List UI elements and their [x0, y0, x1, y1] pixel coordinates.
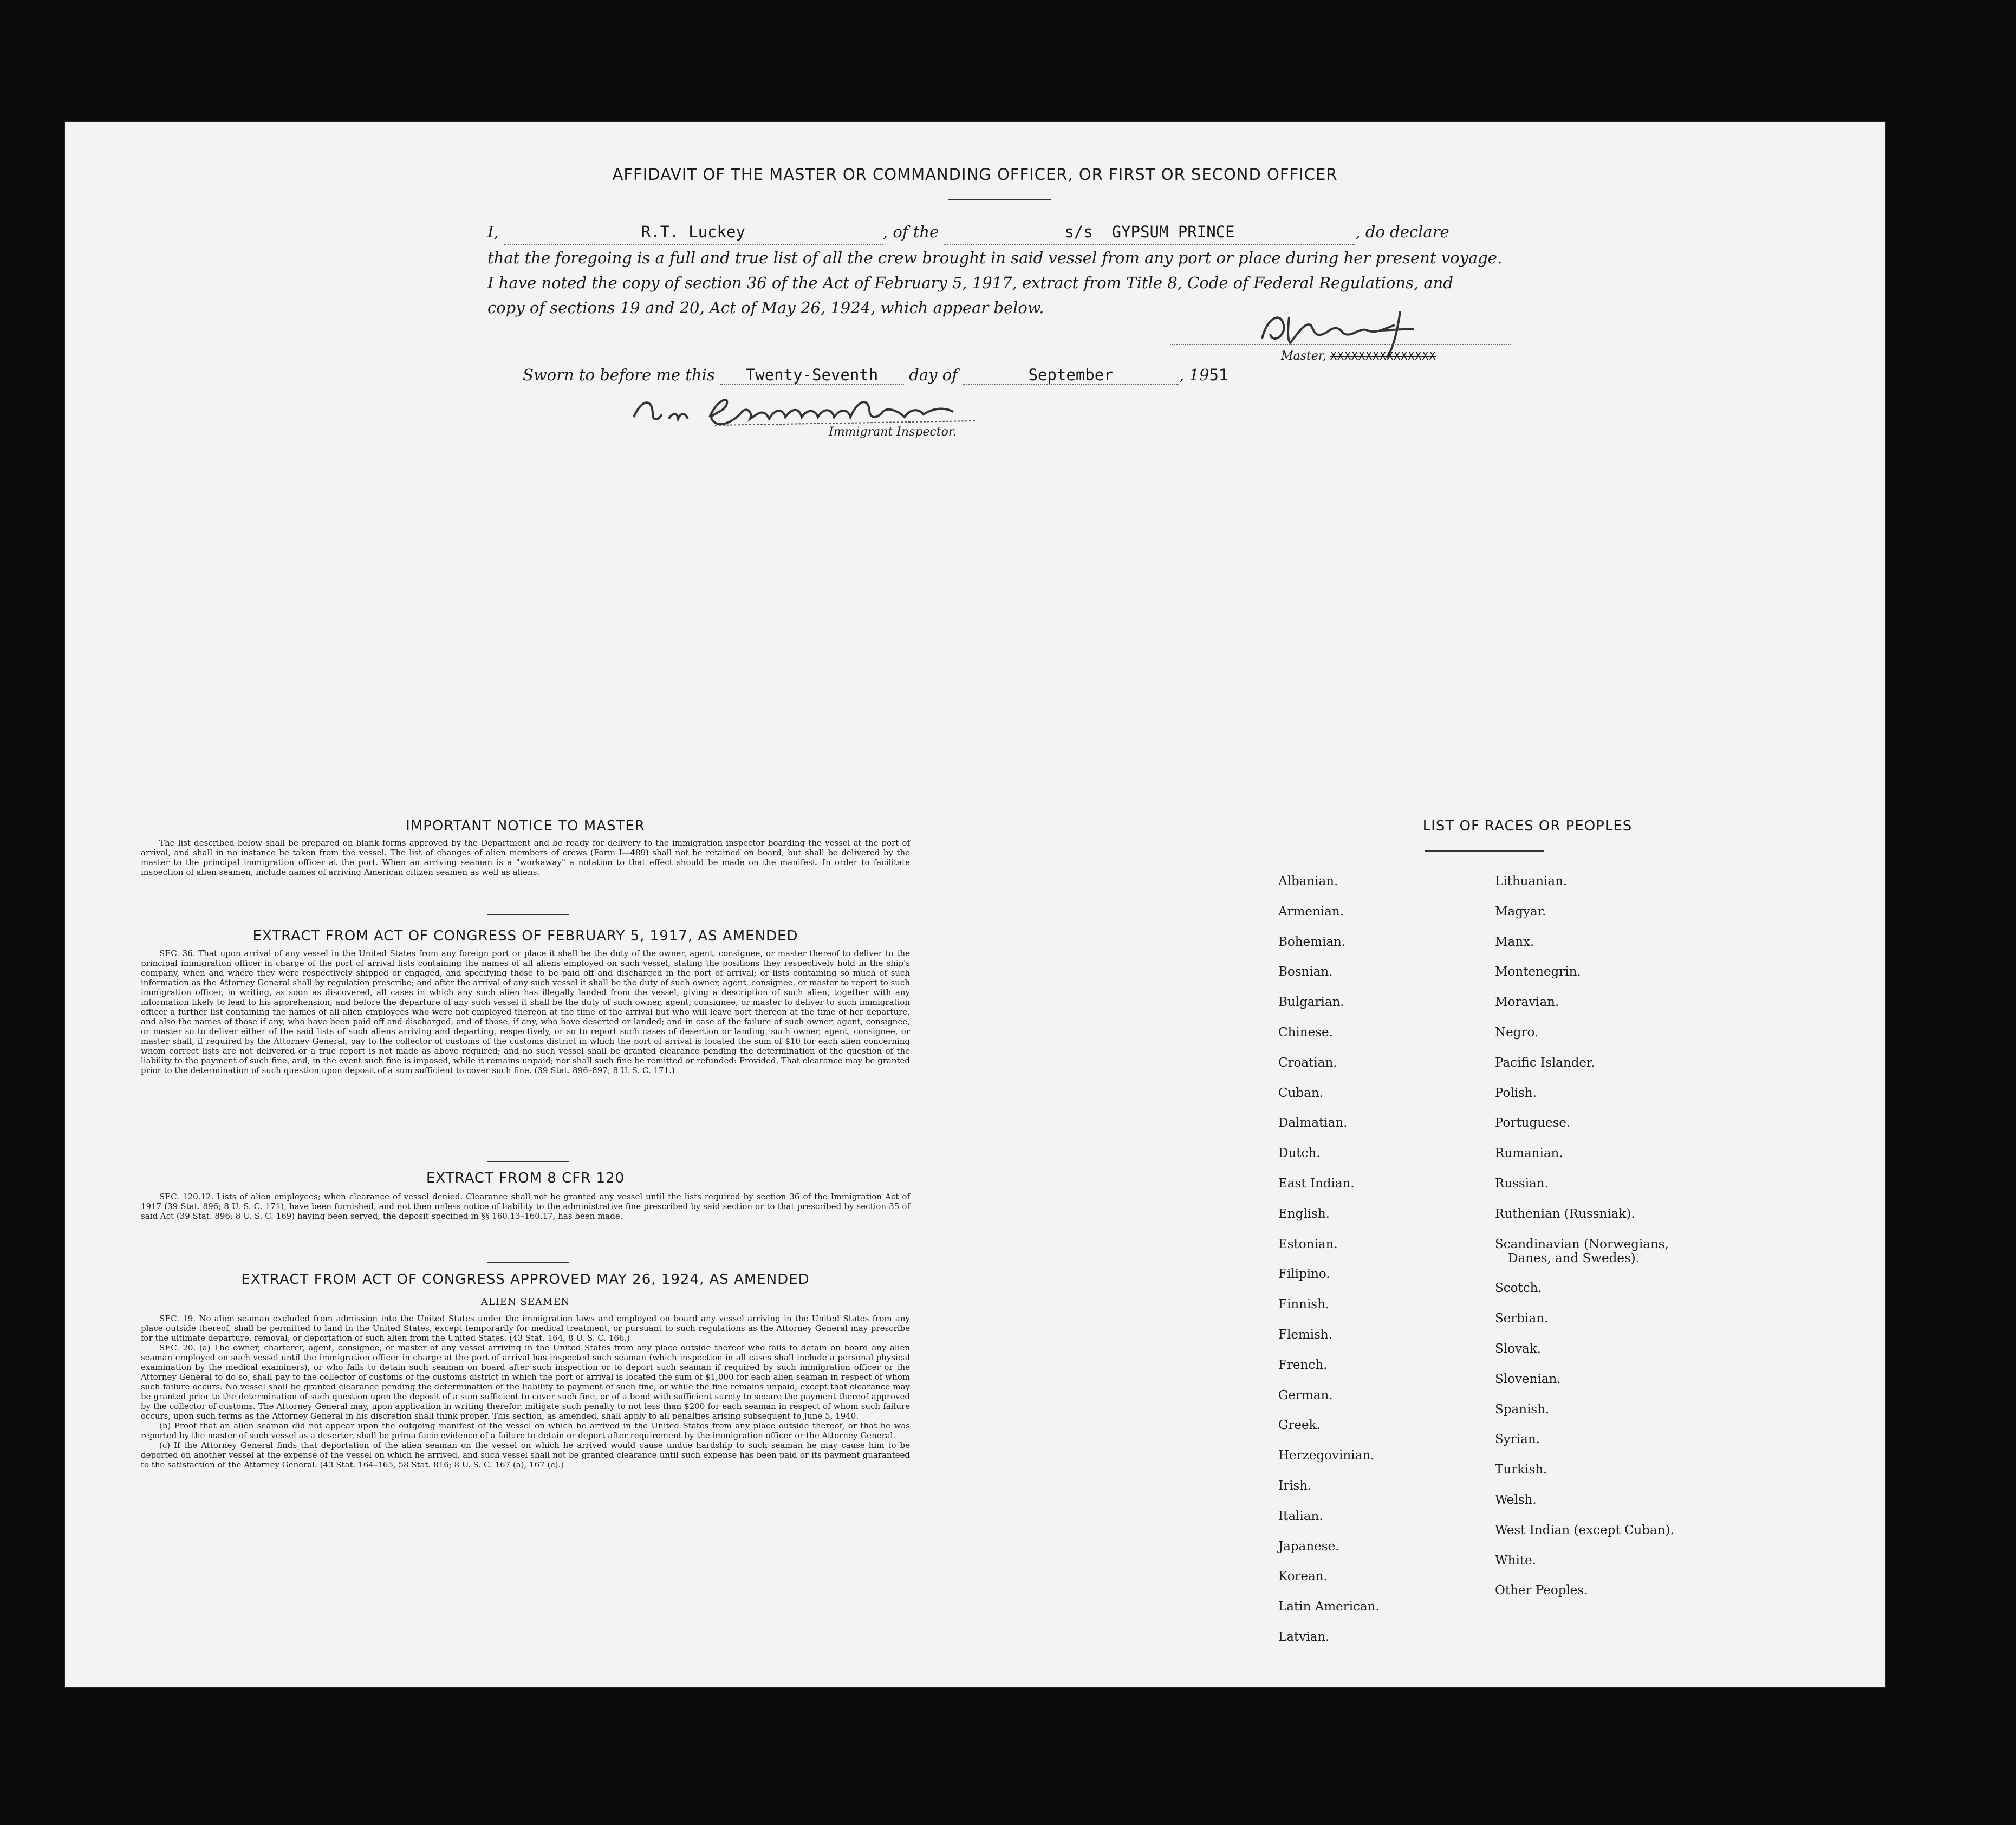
divider [487, 914, 569, 915]
race-entry: Cuban. [1278, 1086, 1323, 1100]
race-entry: Scotch. [1495, 1281, 1542, 1296]
section-20c-text: (c) If the Attorney General finds that deportation of the alien seaman on the vessel on which he arrived would cause undue hardship to such seaman he may cause him to be deported on another vessel at the expense of the vessel on which he arrived, and such vessel shall not be granted clearance until such expense has been paid or its payment guaranteed to the satisfaction of the Attorney General. (43 Stat. 164–165, 58 Stat. 816; 8 U. S. C. 167 (a), 167 (c).) [141, 1440, 910, 1470]
race-entry: Slovak. [1495, 1342, 1541, 1356]
affidavit-title: AFFIDAVIT OF THE MASTER OR COMMANDING OFFICER, OR FIRST OR SECOND OFFICER [612, 165, 1338, 184]
race-entry: Flemish. [1278, 1328, 1333, 1342]
declaration-line-2: that the foregoing is a full and true list of all the crew brought in said vessel from any port or place during her present voyage. [487, 249, 1503, 267]
race-entry: Moravian. [1495, 995, 1559, 1010]
extract-1917-title: EXTRACT FROM ACT OF CONGRESS OF FEBRUARY 5, 1917, AS AMENDED [252, 928, 798, 944]
race-entry: Syrian. [1495, 1432, 1540, 1447]
form-page [65, 122, 1885, 1687]
year-suffix: 51 [1209, 366, 1228, 384]
vessel-field [944, 219, 1355, 245]
race-entry: Lithuanian. [1495, 874, 1568, 888]
declaration-line-1 [487, 219, 1587, 245]
section-36-text: SEC. 36. That upon arrival of any vessel in the United States from any foreign port or place it shall be the duty of the owner, agent, consignee, or master thereof to deliver to the principal immigration officer in charge of the port of arrival lists containing the names of all aliens employed on such vessel, stating the positions they respectively hold in the ship's company, when and where they were respectively shipped or engaged, and specifying those to be paid off and discharged in the port of arrival; or lists containing so much of such information as the Attorney General shall by regulation prescribe; and after the arrival of any such vessel it shall be the duty of such owner, agent, consignee, or master to report to such immigration officer, in writing, as soon as discovered, all cases in which any such alien has illegally landed from the vessel, giving a description of such alien, together with any information likely to lead to his apprehension; and before the departure of any such vessel it shall be the duty of such owner, agent, consignee, or master to deliver to such immigration officer a further list containing the names of all alien employees who were not employed thereon at the time of the arrival but who will leave port thereon at the time of her departure, and also the names of those if any, who have been paid off and discharged, and of those, if any, who have deserted or landed; and in case of the failure of such owner, agent, consignee, or master so to deliver either of the said lists of such aliens arriving and departing, respectively, or so to report such cases of desertion or landing, such owner, agent, consignee, or master shall, if required by the Attorney General, pay to the collector of customs of the customs district in which the port of arrival is located the sum of $10 for each alien concerning whom correct lists are not delivered or a true report is not made as above required; and no such vessel shall be granted clearance pending the determination of the question of the liability to the payment of such fine, and, in the event such fine is imposed, while it remains unpaid; nor shall such fine be remitted or refunded: Provided, That clearance may be granted prior to the determination of such question upon deposit of a sum sufficient to cover such fine. (39 Stat. 896–897; 8 U. S. C. 171.) [141, 949, 910, 1075]
race-entry: Latvian. [1278, 1630, 1330, 1644]
inspector-label: Immigrant Inspector. [829, 425, 957, 439]
sworn-month-field: September [963, 366, 1179, 385]
race-entry: Korean. [1278, 1569, 1328, 1584]
extract-1924-title: EXTRACT FROM ACT OF CONGRESS APPROVED MAY 26, 1924, AS AMENDED [241, 1271, 810, 1288]
notice-paragraph: The list described below shall be prepared on blank forms approved by the Department and be ready for delivery to the immigration inspector boarding the vessel at the port of arrival, and shall in no instance be taken from the vessel. The list of changes of alien members of crews (Form I—489) shall not be retained on board, but shall be delivered by the master to the principal immigration officer at the port. When an arriving seaman is a "workaway" a notation to that effect should be made on the manifest. In order to facilitate inspection of alien seamen, include names of arriving American citizen seamen as well as aliens. [141, 838, 910, 877]
struck-title: XXXXXXXXXXXXXXX [1330, 349, 1436, 362]
race-entry: Spanish. [1495, 1402, 1550, 1417]
race-entry: Latin American. [1278, 1600, 1380, 1614]
declaration-line-3: I have noted the copy of section 36 of the Act of February 5, 1917, extract from Title 8, Code of Federal Regulations, and [487, 274, 1453, 292]
divider [1425, 850, 1544, 852]
divider [487, 1161, 569, 1162]
sworn-label: Sworn to before me this [523, 366, 715, 384]
section-19-text: SEC. 19. No alien seaman excluded from admission into the United States under the immigration laws and employed on board any vessel arriving in the United States from any place outside thereof, shall be permitted to land in the United States, except temporarily for medical treatment, or pursuant to such regulations as the Attorney General may prescribe for the ultimate departure, removal, or deportation of such alien from the United States. (43 Stat. 164, 8 U. S. C. 166.) [141, 1314, 910, 1343]
race-entry: Finnish. [1278, 1297, 1330, 1312]
race-entry: Filipino. [1278, 1267, 1330, 1282]
race-entry: Polish. [1495, 1086, 1537, 1100]
master-label [1281, 349, 1436, 363]
race-entry: Armenian. [1278, 904, 1344, 919]
race-entry: German. [1278, 1388, 1333, 1402]
race-entry: Rumanian. [1495, 1146, 1563, 1161]
extract-cfr-body [141, 1192, 910, 1221]
divider [948, 199, 1051, 200]
master-signature-line [1170, 344, 1511, 345]
vessel-name: GYPSUM PRINCE [1111, 223, 1235, 241]
vessel-prefix: s/s [1064, 223, 1093, 241]
race-entry: Other Peoples. [1495, 1583, 1588, 1598]
master-title: Master, [1281, 349, 1326, 363]
notice-title: IMPORTANT NOTICE TO MASTER [406, 818, 645, 834]
race-entry: Negro. [1495, 1025, 1539, 1040]
alien-seamen-subtitle: ALIEN SEAMEN [480, 1296, 570, 1308]
sworn-statement [523, 366, 1228, 385]
year-prefix: , 19 [1179, 366, 1209, 384]
race-entry: Danes, and Swedes). [1508, 1251, 1640, 1265]
race-entry: French. [1278, 1358, 1328, 1372]
race-entry: Irish. [1278, 1479, 1312, 1493]
race-entry: White. [1495, 1553, 1536, 1568]
race-entry: Croatian. [1278, 1055, 1337, 1070]
inspector-signature [628, 387, 1018, 431]
race-entry: Dalmatian. [1278, 1116, 1348, 1131]
master-name-field: R.T. Luckey [504, 219, 883, 245]
race-entry: Montenegrin. [1495, 965, 1581, 979]
i-label: I, [487, 223, 499, 241]
race-entry: Chinese. [1278, 1025, 1333, 1040]
race-entry: Bulgarian. [1278, 995, 1344, 1010]
declaration-line-4: copy of sections 19 and 20, Act of May 26, 1924, which appear below. [487, 298, 1044, 317]
race-entry: Greek. [1278, 1418, 1321, 1433]
race-entry: Estonian. [1278, 1237, 1338, 1251]
of-the-label: , of the [882, 223, 939, 241]
divider [487, 1262, 569, 1263]
race-entry: Bohemian. [1278, 934, 1346, 949]
section-20a-text: SEC. 20. (a) The owner, charterer, agent, consignee, or master of any vessel arriving in the United States from any place outside thereof who fails to detain on board any alien seaman employed on such vessel until the immigration officer in charge at the port of arrival has inspected such seaman (which inspection in all cases shall include a personal physical examination by the medical examiners), or who fails to detain such seaman on board after such inspection or to deport such seaman if required by such immigration officer or the Attorney General to do so, shall pay to the collector of customs of the customs district in which the port of arrival is located the sum of $1,000 for each alien seaman in respect of whom such failure occurs. No vessel shall be granted clearance pending the determination of the liability to payment of such fine, or while the fine remains unpaid, except that clearance may be granted prior to the determination of such question upon the deposit of a sum sufficient to cover such fine, or of a bond with sufficient surety to secure the payment thereof approved by the collector of customs. The Attorney General may, upon application in writing therefor, mitigate such penalty to not less than $200 for each seaman in respect of whom such failure occurs, upon such terms as the Attorney General in his discretion shall think proper. This section, as amended, shall apply to all penalties arising subsequent to June 5, 1940. [141, 1343, 910, 1421]
section-20b-text: (b) Proof that an alien seaman did not appear upon the outgoing manifest of the vessel on which he arrived in the United States from any place outside thereof, or that he was reported by the master of such vessel as a deserter, shall be prima facie evidence of a failure to detain or deport after requirement by the immigration officer or the Attorney General. [141, 1421, 910, 1440]
race-entry: Welsh. [1495, 1493, 1537, 1507]
race-entry: Ruthenian (Russniak). [1495, 1206, 1635, 1221]
extract-1917-body [141, 949, 910, 1075]
race-entry: Turkish. [1495, 1463, 1547, 1477]
day-of-label: day of [909, 366, 958, 384]
race-entry: Russian. [1495, 1177, 1549, 1191]
race-entry: Magyar. [1495, 904, 1546, 919]
race-entry: East Indian. [1278, 1177, 1355, 1191]
race-entry: Portuguese. [1495, 1116, 1571, 1131]
race-entry: Manx. [1495, 934, 1534, 949]
race-entry: Albanian. [1278, 874, 1338, 888]
extract-cfr-title: EXTRACT FROM 8 CFR 120 [426, 1170, 625, 1186]
race-entry: Italian. [1278, 1509, 1323, 1523]
do-declare-label: , do declare [1355, 223, 1449, 241]
race-entry: Pacific Islander. [1495, 1055, 1595, 1070]
race-entry: Serbian. [1495, 1311, 1549, 1326]
sworn-day-field: Twenty-Seventh [720, 366, 904, 385]
race-entry: Herzegovinian. [1278, 1449, 1375, 1463]
section-120-12-text: SEC. 120.12. Lists of alien employees; when clearance of vessel denied. Clearance shall not be granted any vessel until the lists required by section 36 of the Immigration Act of 1917 (39 Stat. 896; 8 U. S. C. 171), have been furnished, and not then unless notice of liability to the administrative fine prescribed by said section or to that prescribed by section 35 of said Act (39 Stat. 896; 8 U. S. C. 169) having been served, the deposit specified in §§ 160.13–160.17, has been made. [141, 1192, 910, 1221]
race-entry: Dutch. [1278, 1146, 1321, 1161]
extract-1924-body [141, 1314, 910, 1470]
races-title: LIST OF RACES OR PEOPLES [1422, 818, 1633, 834]
race-entry: Japanese. [1278, 1539, 1339, 1554]
race-entry: English. [1278, 1206, 1330, 1221]
race-entry: West Indian (except Cuban). [1495, 1523, 1674, 1537]
notice-body [141, 838, 910, 877]
race-entry: Slovenian. [1495, 1372, 1561, 1386]
race-entry: Bosnian. [1278, 965, 1333, 979]
race-entry: Scandinavian (Norwegians, [1495, 1237, 1669, 1251]
